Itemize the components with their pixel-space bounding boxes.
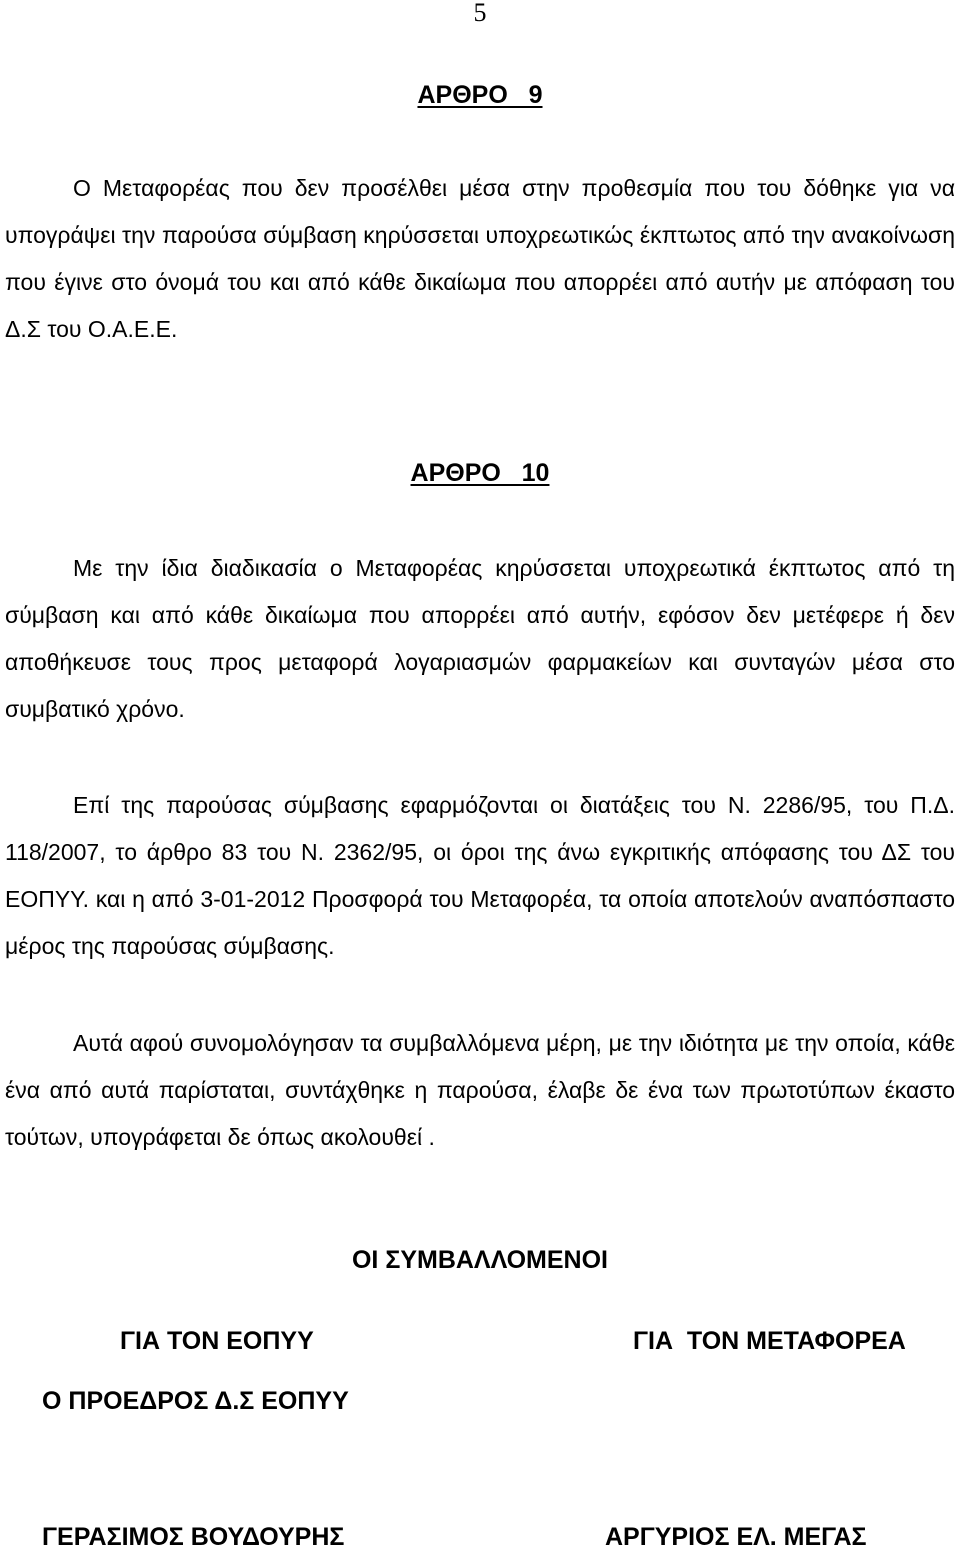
page-number: 5 bbox=[473, 0, 487, 27]
article-10-paragraph-1: Με την ίδια διαδικασία ο Μεταφορέας κηρύσσεται υποχρεωτικά έκπτωτος από τη σύμβαση και από κάθε δικαίωμα που απορρέει από αυτήν, εφόσον δεν μετέφερε ή δεν αποθήκευσε τους προς μεταφορά λογαριασμών φαρμακείων και συνταγών μέσα στο συμβατικό χρόνο. bbox=[5, 555, 955, 722]
parties-heading: ΟΙ ΣΥΜΒΑΛΛΟΜΕΝΟΙ bbox=[351, 1246, 609, 1274]
article-10-paragraph-2: Επί της παρούσας σύμβασης εφαρμόζονται οι διατάξεις του Ν. 2286/95, του Π.Δ. 118/2007, το άρθρο 83 του Ν. 2362/95, οι όροι της άνω εγκριτικής απόφασης του ΔΣ του ΕΟΠΥΥ. και η από 3-01-2012 Προσφορά του Μεταφορέα, τα οποία αποτελούν αναπόσπαστο μέρος της παρούσας σύμβασης. bbox=[5, 792, 955, 959]
left-signatory-title: Ο ΠΡΟΕΔΡΟΣ Δ.Σ ΕΟΠΥΥ bbox=[42, 1387, 349, 1415]
article-9-heading-text: ΑΡΘΡΟ 9 bbox=[417, 81, 543, 109]
right-signatory-name: ΑΡΓΥΡΙΟΣ ΕΛ. ΜΕΓΑΣ bbox=[605, 1523, 867, 1551]
article-9-heading bbox=[0, 80, 960, 110]
article-9-paragraph: Ο Μεταφορέας που δεν προσέλθει μέσα στην προθεσμία που του δόθηκε για να υπογράψει την παρούσα σύμβαση κηρύσσεται υποχρεωτικώς έκπτωτος από την ανακοίνωση που έγινε στο όνομά του και από κάθε δικαίωμα που απορρέει από αυτήν με απόφαση του Δ.Σ του Ο.Α.Ε.Ε. bbox=[5, 175, 955, 342]
left-party-label: ΓΙΑ ΤΟΝ ΕΟΠΥΥ bbox=[120, 1327, 314, 1355]
right-party-label: ΓΙΑ ΤΟΝ ΜΕΤΑΦΟΡΕΑ bbox=[633, 1327, 906, 1355]
article-10-paragraph-3: Αυτά αφού συνομολόγησαν τα συμβαλλόμενα μέρη, με την ιδιότητα με την οποία, κάθε ένα από αυτά παρίσταται, συντάχθηκε η παρούσα, έλαβε δε ένα των πρωτοτύπων έκαστο τούτων, υπογράφεται δε όπως ακολουθεί . bbox=[5, 1030, 955, 1150]
article-10-heading bbox=[0, 458, 960, 488]
left-signatory-name: ΓΕΡΑΣΙΜΟΣ ΒΟΥΔΟΥΡΗΣ bbox=[42, 1523, 345, 1551]
article-10-heading-text: ΑΡΘΡΟ 10 bbox=[410, 459, 550, 487]
